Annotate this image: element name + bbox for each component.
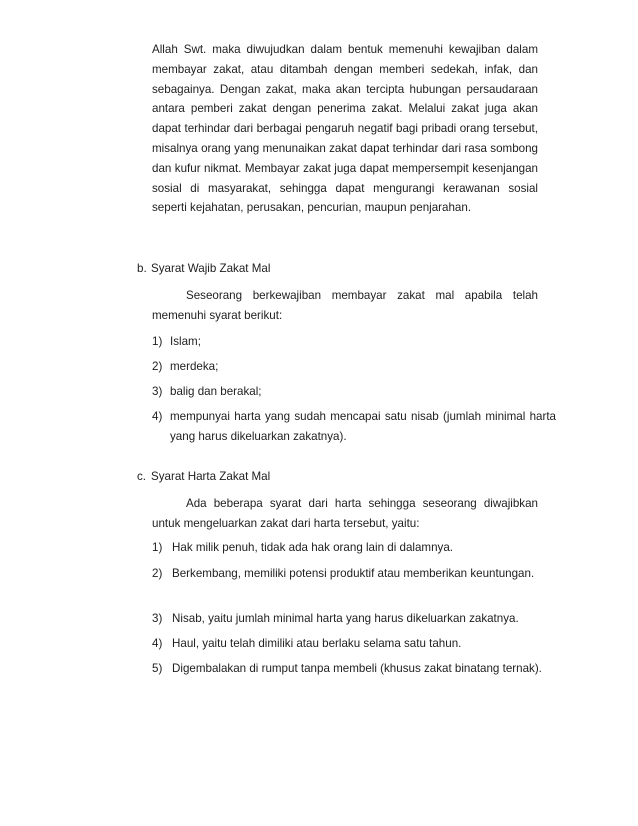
list-item-text: Islam; — [170, 335, 201, 348]
list-item-text: mempunyai harta yang sudah mencapai satu nisab (jumlah minimal harta yang harus dikeluarkan zakatnya). — [170, 410, 556, 443]
section-c-heading — [137, 467, 270, 487]
list-item-text: Hak milik penuh, tidak ada hak orang lain di dalamnya. — [172, 541, 453, 554]
section-b-heading — [137, 259, 270, 279]
list-item-number: 4) — [152, 410, 163, 423]
list-item — [152, 538, 558, 558]
list-item — [152, 609, 558, 629]
intro-paragraph: Allah Swt. maka diwujudkan dalam bentuk memenuhi kewajiban dalam membayar zakat, atau ditambah dengan memberi sedekah, infak, dan sebagainya. Dengan zakat, maka akan tercipta hubungan persaudaraan antara pemberi zakat dengan penerima zakat. Melalui zakat juga akan dapat terhindar dari berbagai pengaruh negatif bagi pribadi orang tersebut, misalnya orang yang menunaikan zakat dapat terhindar dari rasa sombong dan kufur nikmat. Membayar zakat juga dapat mempersempit kesenjangan sosial di masyarakat, sehingga dapat mengurangi kerawanan sosial seperti kejahatan, perusakan, pencurian, maupun penjarahan. — [152, 43, 538, 215]
list-item — [152, 659, 558, 679]
list-item-number: 3) — [152, 385, 163, 398]
list-item — [152, 357, 556, 377]
list-item-text: Berkembang, memiliki potensi produktif atau memberikan keuntungan. — [172, 567, 535, 580]
section-c-letter: c. — [137, 470, 147, 483]
list-item — [152, 332, 556, 352]
list-item-number: 2) — [152, 360, 163, 373]
list-item — [152, 407, 556, 447]
list-item — [152, 634, 558, 654]
section-c-title: Syarat Harta Zakat Mal — [151, 470, 271, 483]
list-item-text: Nisab, yaitu jumlah minimal harta yang harus dikeluarkan zakatnya. — [172, 612, 519, 625]
list-item-number: 2) — [152, 567, 163, 580]
section-b-letter: b. — [137, 262, 147, 275]
list-item-number: 5) — [152, 662, 163, 675]
section-b-title: Syarat Wajib Zakat Mal — [151, 262, 271, 275]
list-item — [152, 382, 556, 402]
list-item-number: 3) — [152, 612, 163, 625]
list-item-text: Digembalakan di rumput tanpa membeli (khusus zakat binatang ternak). — [172, 662, 542, 675]
list-item-text: Haul, yaitu telah dimiliki atau berlaku selama satu tahun. — [172, 637, 462, 650]
list-item-number: 4) — [152, 637, 163, 650]
list-item-text: balig dan berakal; — [170, 385, 262, 398]
section-b-intro: Seseorang berkewajiban membayar zakat mal apabila telah memenuhi syarat berikut: — [152, 289, 538, 322]
list-item-text: merdeka; — [170, 360, 219, 373]
section-c-intro: Ada beberapa syarat dari harta sehingga seseorang diwajibkan untuk mengeluarkan zakat dari harta tersebut, yaitu: — [152, 497, 538, 530]
list-item — [152, 564, 558, 584]
list-item-number: 1) — [152, 335, 163, 348]
list-item-number: 1) — [152, 541, 163, 554]
